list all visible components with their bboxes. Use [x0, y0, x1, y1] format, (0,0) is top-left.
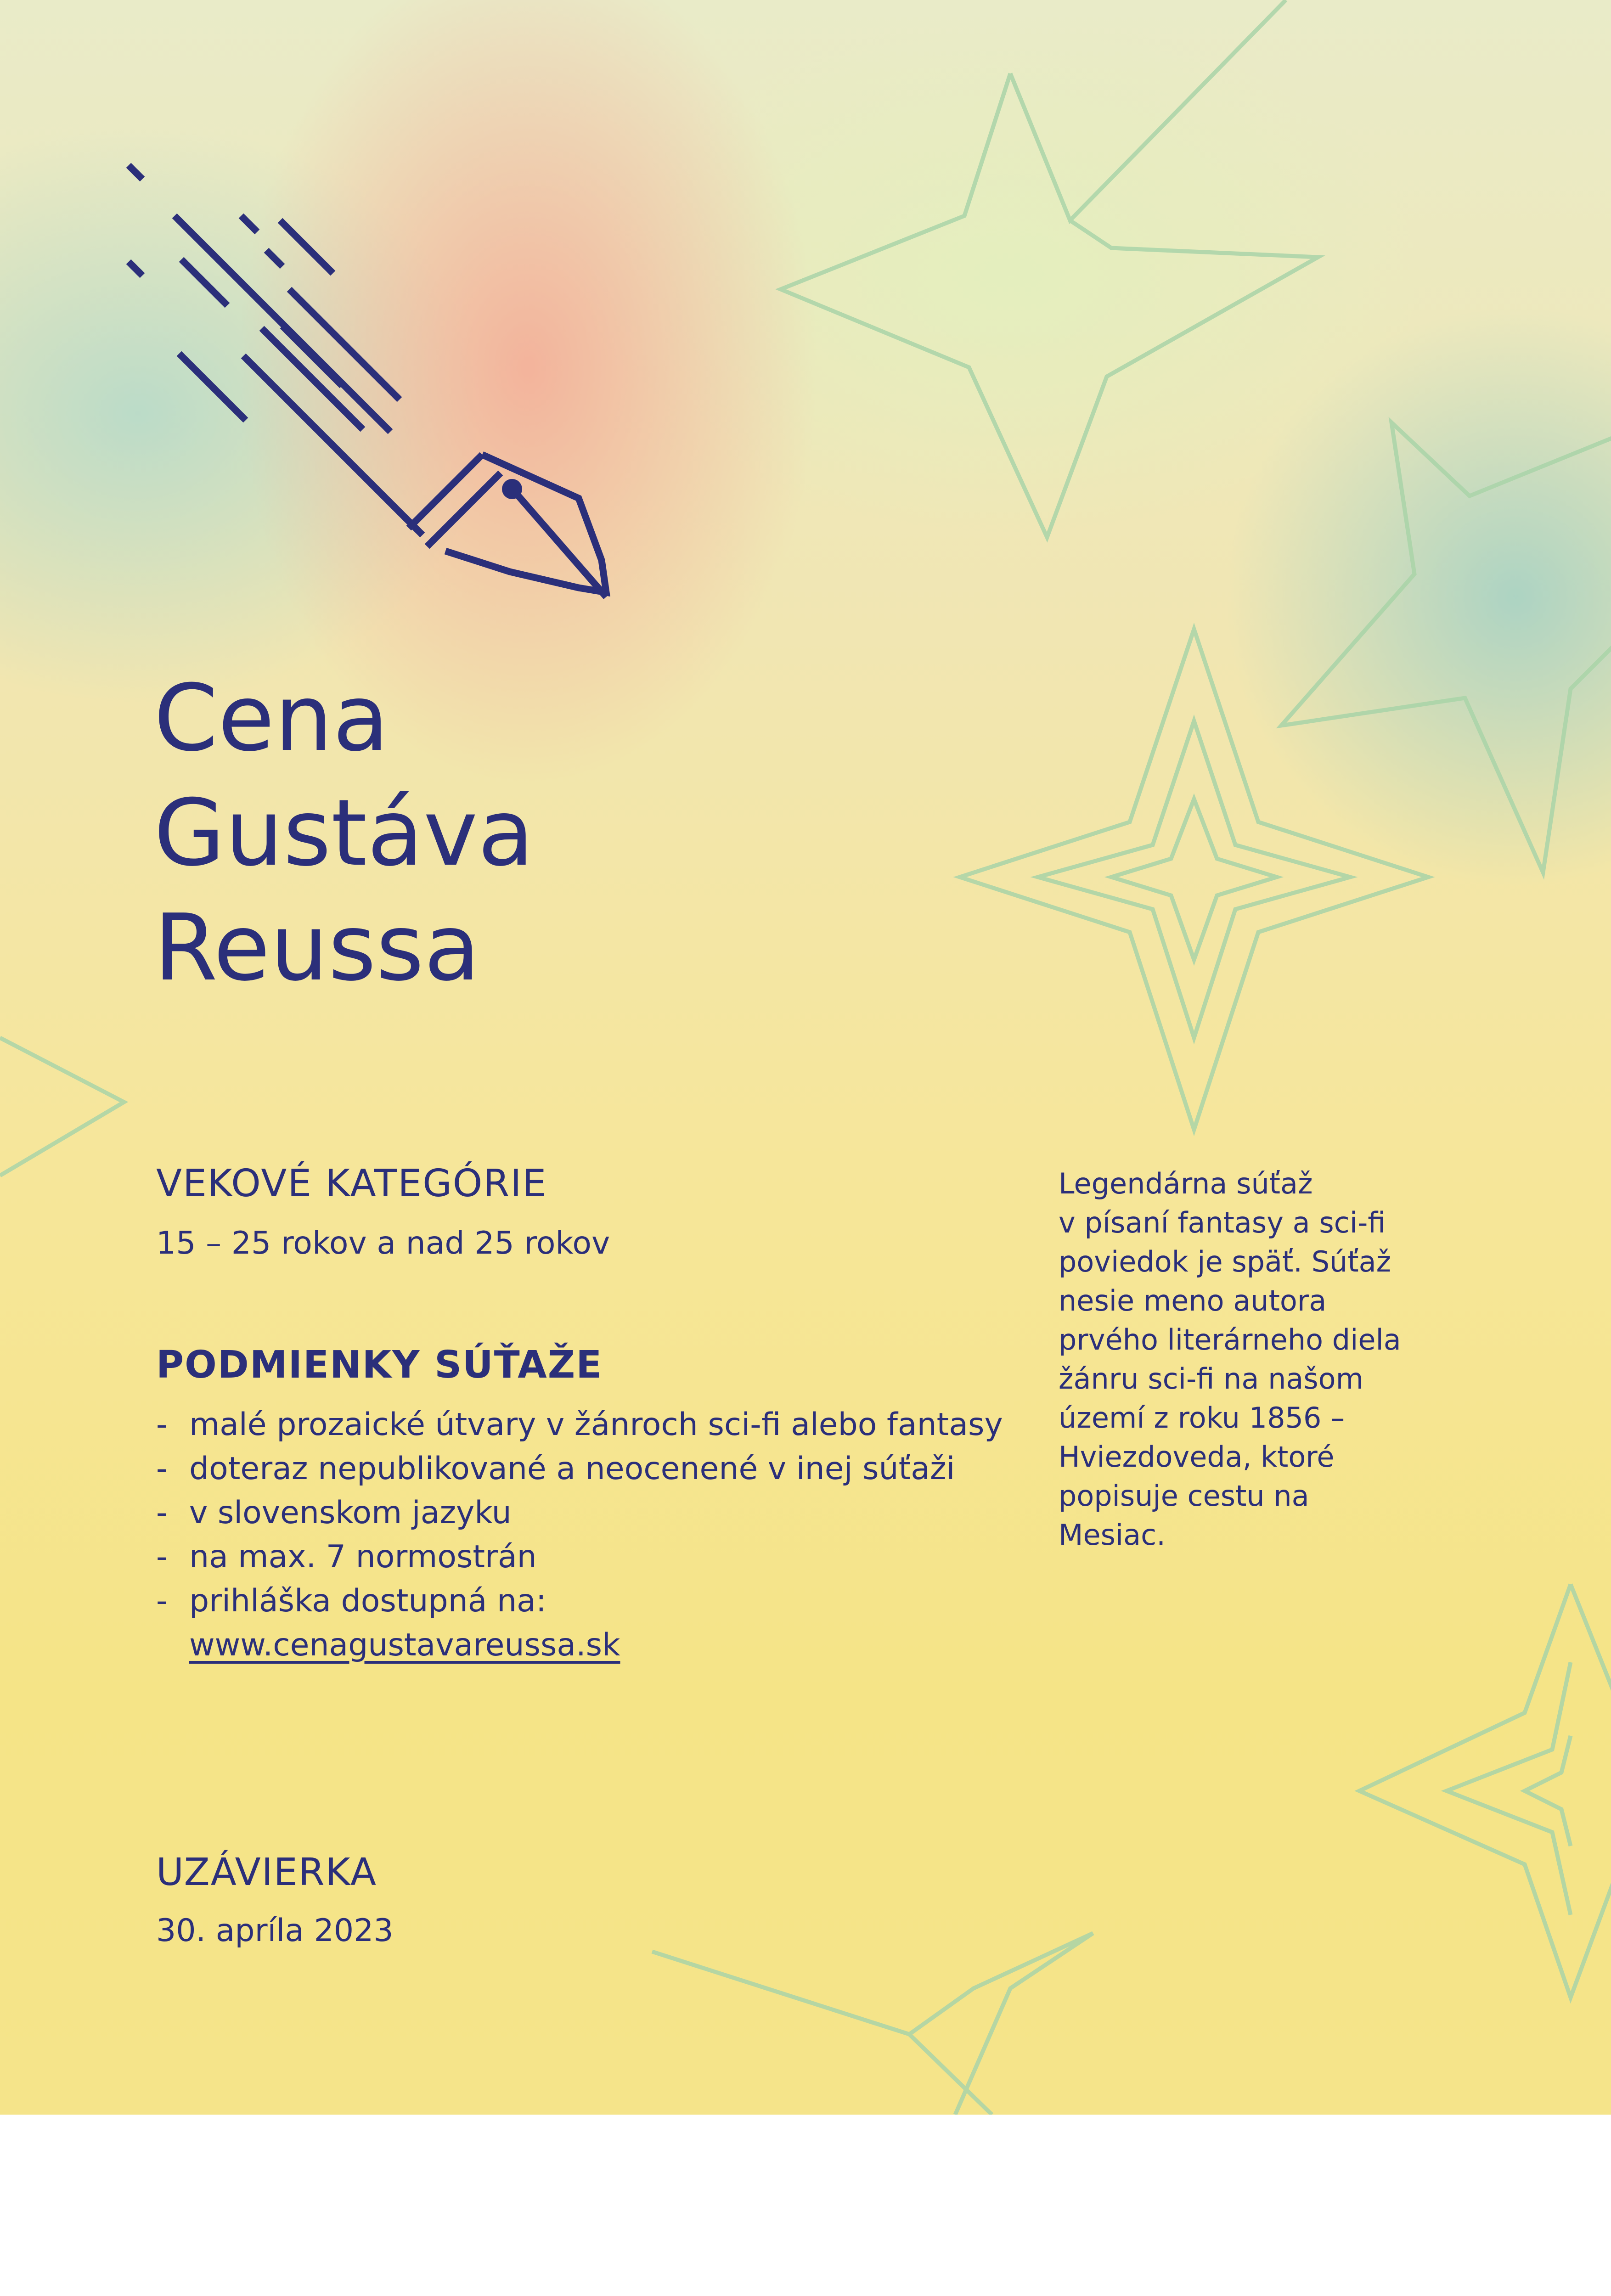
concentric-star-outer — [960, 629, 1428, 1130]
condition-text: malé prozaické útvary v žánroch sci-fi alebo fantasy — [189, 1407, 1003, 1443]
list-item: -doteraz nepublikované a neocenené v inej súťaži — [156, 1451, 955, 1487]
condition-text: prihláška dostupná na: — [189, 1583, 546, 1619]
condition-text: na max. 7 normostrán — [189, 1539, 537, 1575]
age-categories-text: 15 – 25 rokov a nad 25 rokov — [156, 1225, 610, 1261]
condition-text: v slovenskom jazyku — [189, 1495, 512, 1531]
age-categories-heading: VEKOVÉ KATEGÓRIE — [156, 1162, 547, 1205]
star-outline-top — [781, 0, 1318, 537]
list-item: -malé prozaické útvary v žánroch sci-fi alebo fantasy — [156, 1407, 1003, 1443]
conditions-heading: PODMIENKY SÚŤAŽE — [156, 1343, 603, 1387]
list-item: -prihláška dostupná na: www.cenagustavareussa.sk — [156, 1583, 620, 1663]
page-title: Cena Gustáva Reussa — [154, 665, 534, 1002]
deadline-heading: UZÁVIERKA — [156, 1851, 377, 1894]
pen-nib-icon — [124, 156, 615, 652]
condition-text: doteraz nepublikované a neocenené v inej súťaži — [189, 1451, 955, 1487]
concentric-star-mid — [1038, 721, 1350, 1038]
deadline-text: 30. apríla 2023 — [156, 1913, 394, 1949]
star-outline-right — [1281, 422, 1611, 872]
sponsor-footer — [0, 2115, 1611, 2278]
conditions-list — [156, 1403, 1003, 1667]
star-outline-left — [0, 1038, 124, 1176]
concentric-star-br-mid — [1447, 1662, 1571, 1915]
intro-paragraph: Legendárna súťaž v písaní fantasy a sci-fi poviedok je späť. Súťaž nesie meno autora prvého literárneho diela žánru sci-fi na našom území z roku 1856 – Hviezdoveda, ktoré popisuje cestu na Mesiac. — [1059, 1167, 1401, 1552]
list-item: -v slovenskom jazyku — [156, 1495, 512, 1531]
list-item: -na max. 7 normostrán — [156, 1539, 537, 1575]
concentric-star-inner — [1111, 799, 1277, 960]
concentric-star-br-outer — [1359, 1584, 1611, 1998]
star-outline-bottom — [652, 1933, 1093, 2115]
website-link[interactable]: www.cenagustavareussa.sk — [189, 1627, 620, 1663]
